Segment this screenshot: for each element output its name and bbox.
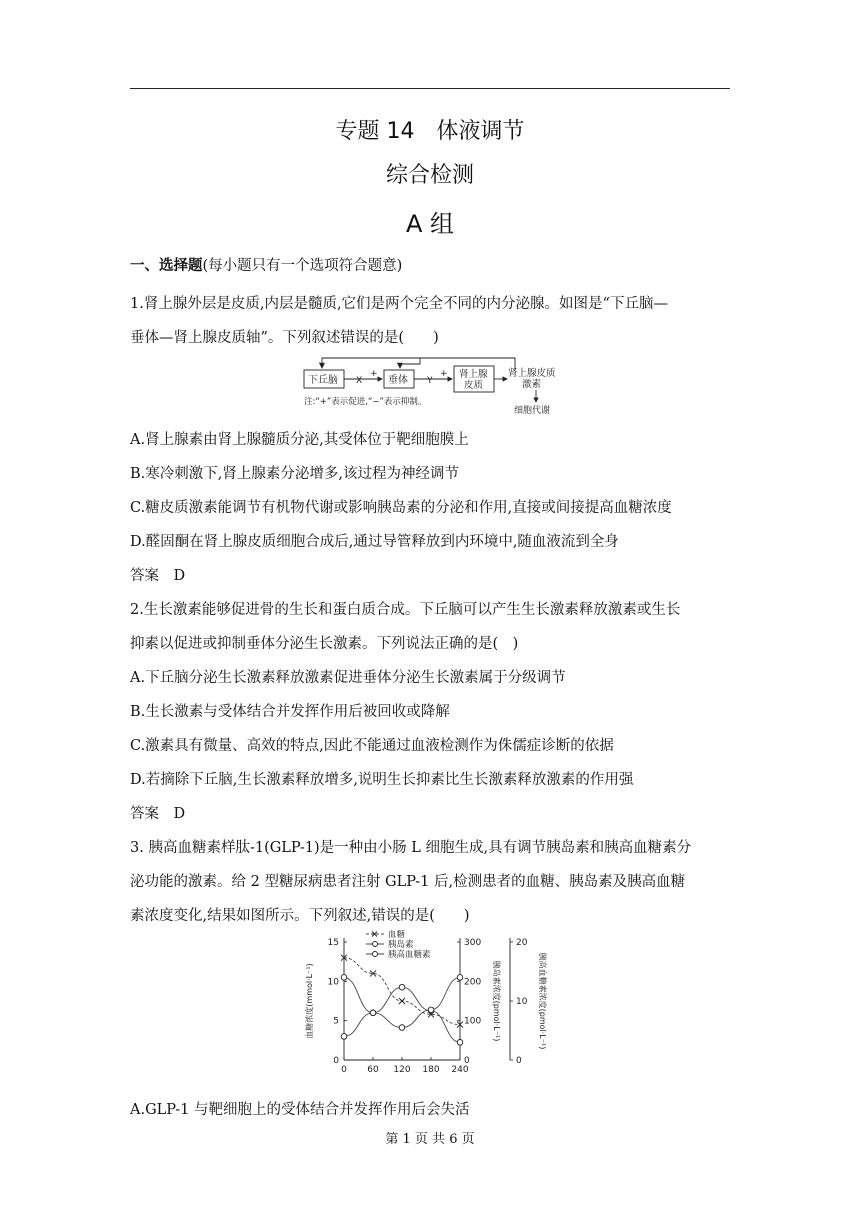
- label-x: X: [356, 376, 363, 386]
- q2-stem-line1: 2.生长激素能够促进骨的生长和蛋白质合成。下丘脑可以产生生长激素释放激素或生长: [130, 602, 681, 618]
- series-line-0: [344, 958, 460, 1025]
- q2-answer: 答案 D: [130, 806, 186, 822]
- q3-option-a: A.GLP-1 与靶细胞上的受体结合并发挥作用后会失活: [130, 1102, 470, 1118]
- q3-stem-line3: 素浓度变化,结果如图所示。下列叙述,错误的是( ): [130, 908, 470, 924]
- q1-option-c: C.糖皮质激素能调节有机物代谢或影响胰岛素的分泌和作用,直接或间接提高血糖浓度: [130, 500, 672, 516]
- data-point-2: [457, 975, 463, 981]
- left-tick-label: 10: [327, 977, 339, 988]
- q2-option-b: B.生长激素与受体结合并发挥作用后被回收或降解: [130, 704, 450, 720]
- middle-tick-label: 0: [464, 1056, 470, 1066]
- hormone-label-2: 激素: [522, 379, 542, 390]
- header-rule: [130, 88, 730, 89]
- middle-tick-label: 100: [464, 1016, 482, 1027]
- legend-label-2: 胰高血糖素: [388, 950, 431, 960]
- data-point-1: [341, 1034, 347, 1040]
- data-point-0: [399, 998, 405, 1004]
- left-tick-label: 15: [327, 938, 339, 948]
- q1-answer: 答案 D: [130, 568, 186, 584]
- minus-sign-2: −: [396, 359, 404, 369]
- label-y: Y: [427, 376, 433, 386]
- section-note: (每小题只有一个选项符合题意): [202, 258, 403, 274]
- x-tick-label: 180: [422, 1065, 440, 1075]
- hormone-label-1: 肾上腺皮质: [508, 368, 556, 379]
- target-cell-metabolism: 细胞代谢: [514, 406, 551, 416]
- right-axis-label: 胰高血糖素浓度(pmol·L⁻¹): [538, 952, 547, 1050]
- x-tick-label: 240: [451, 1065, 469, 1075]
- diagram-note: 注:“+”表示促进,“−”表示抑制。: [304, 397, 427, 407]
- right-tick-label: 10: [516, 997, 528, 1007]
- box-hypothalamus: 下丘脑: [308, 375, 338, 386]
- box-adrenal-cortex-1: 肾上腺: [459, 369, 488, 380]
- left-axis-label: 血糖浓度(mmol·L⁻¹): [305, 963, 314, 1039]
- middle-axis-label: 胰岛素浓度(pmol·L⁻¹): [492, 960, 501, 1042]
- x-tick-label: 120: [393, 1065, 411, 1075]
- q2-stem-line2: 抑素以促进或抑制垂体分泌生长激素。下列说法正确的是( ): [130, 636, 519, 652]
- data-point-2: [370, 1010, 376, 1016]
- q3-chart: [300, 930, 560, 1082]
- data-point-2: [341, 975, 347, 981]
- legend-label-1: 胰岛素: [388, 940, 414, 950]
- box-adrenal-cortex-2: 皮质: [464, 380, 484, 391]
- middle-tick-label: 200: [464, 977, 482, 988]
- right-tick-label: 0: [516, 1056, 522, 1066]
- left-tick-label: 5: [333, 1016, 339, 1027]
- left-tick-label: 0: [333, 1056, 339, 1066]
- data-point-1: [399, 984, 405, 990]
- page-subtitle: 综合检测: [385, 163, 474, 188]
- right-tick-label: 20: [516, 938, 528, 948]
- group-title: A 组: [405, 210, 455, 238]
- section-label: 一、选择题: [130, 257, 203, 274]
- plus-sign-2: +: [440, 369, 448, 379]
- minus-sign-1: −: [318, 359, 326, 369]
- legend-marker-2: [373, 952, 378, 957]
- plus-sign-1: +: [370, 369, 378, 379]
- legend-label-0: 血糖: [388, 930, 406, 940]
- q1-option-b: B.寒冷刺激下,肾上腺素分泌增多,该过程为神经调节: [130, 466, 459, 482]
- q2-option-a: A.下丘脑分泌生长激素释放激素促进垂体分泌生长激素属于分级调节: [130, 670, 566, 686]
- legend-marker-1: [373, 942, 378, 947]
- q2-option-d: D.若摘除下丘脑,生长激素释放增多,说明生长抑素比生长激素释放激素的作用强: [130, 772, 634, 788]
- q1-stem-line2: 垂体—肾上腺皮质轴”。下列叙述错误的是( ): [130, 330, 439, 346]
- x-tick-label: 60: [367, 1065, 379, 1075]
- series-line-1: [344, 987, 460, 1042]
- q1-option-a: A.肾上腺素由肾上腺髓质分泌,其受体位于靶细胞膜上: [130, 432, 469, 448]
- q1-option-d: D.醛固酮在肾上腺皮质细胞合成后,通过导管释放到内环境中,随血液流到全身: [130, 534, 619, 550]
- q1-diagram: [300, 354, 590, 416]
- data-point-1: [457, 1040, 463, 1046]
- middle-tick-label: 300: [464, 938, 482, 948]
- data-point-2: [428, 1007, 434, 1013]
- data-point-2: [399, 1025, 405, 1031]
- x-tick-label: 0: [341, 1065, 347, 1075]
- q3-stem-line2: 泌功能的激素。给 2 型糖尿病患者注射 GLP-1 后,检测患者的血糖、胰岛素及胰高血糖: [130, 874, 686, 890]
- page-title: 专题 14 体液调节: [335, 119, 525, 144]
- q1-stem-line1: 1.肾上腺外层是皮质,内层是髓质,它们是两个完全不同的内分泌腺。如图是“下丘脑—: [130, 296, 668, 312]
- section-heading: [130, 254, 730, 275]
- q2-option-c: C.激素具有微量、高效的特点,因此不能通过血液检测作为侏儒症诊断的依据: [130, 738, 614, 754]
- page-footer: 第 1 页 共 6 页: [385, 1132, 475, 1147]
- q3-stem-line1: 3. 胰高血糖素样肽-1(GLP-1)是一种由小肠 L 细胞生成,具有调节胰岛素和胰高血糖素分: [130, 840, 692, 856]
- box-pituitary: 垂体: [388, 375, 408, 386]
